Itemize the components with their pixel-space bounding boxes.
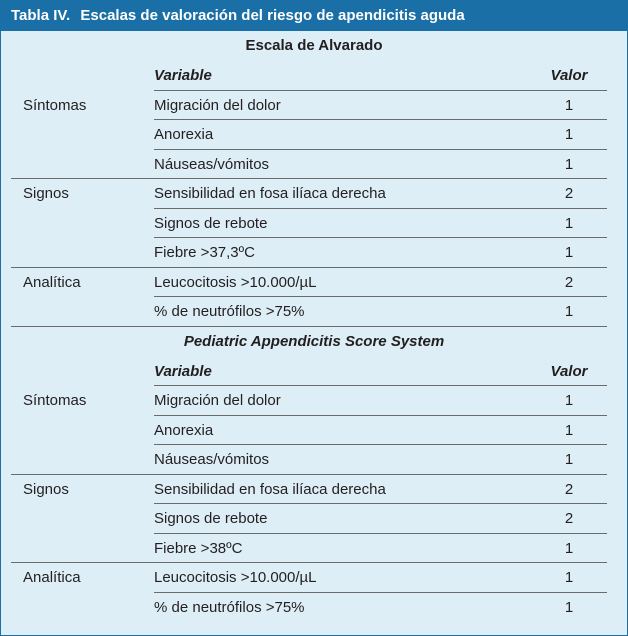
row-valor: 2 [564, 185, 574, 202]
row-valor: 1 [564, 303, 574, 320]
column-header-valor: Valor [550, 67, 588, 84]
table-row [1, 150, 627, 180]
column-header-variable: Variable [154, 362, 212, 380]
table-row [1, 593, 627, 623]
row-variable: Náuseas/vómitos [154, 155, 270, 173]
table-row [1, 91, 627, 121]
table-row [1, 416, 627, 446]
table-row [1, 268, 627, 298]
row-category: Síntomas [23, 392, 87, 409]
row-variable: Náuseas/vómitos [154, 451, 270, 468]
column-header-valor: Valor [550, 362, 588, 380]
row-valor: 1 [564, 451, 574, 468]
table-row [1, 386, 627, 416]
row-valor: 1 [564, 96, 574, 114]
table-row [1, 179, 627, 209]
table-number: Tabla IV. [11, 7, 71, 24]
column-header-row [1, 357, 627, 387]
row-variable: Leucocitosis >10.000/µL [154, 273, 317, 291]
row-valor: 1 [564, 126, 574, 143]
row-category: Analítica [23, 273, 81, 291]
row-valor: 2 [564, 480, 574, 498]
column-header-row [1, 61, 627, 91]
row-category: Signos [23, 480, 69, 498]
row-variable: % de neutrófilos >75% [154, 598, 305, 616]
row-variable: Anorexia [154, 126, 214, 143]
row-valor: 1 [564, 569, 574, 586]
row-valor: 1 [564, 539, 574, 557]
table-row [1, 504, 627, 534]
row-valor: 1 [564, 155, 574, 173]
table-row [1, 238, 627, 268]
table-row [1, 209, 627, 239]
table-header [1, 0, 627, 31]
row-variable: Migración del dolor [154, 96, 281, 114]
row-variable: Migración del dolor [154, 392, 281, 409]
row-variable: Fiebre >37,3ºC [154, 244, 255, 261]
row-valor: 1 [564, 392, 574, 409]
section-title-alvarado: Escala de Alvarado [245, 37, 383, 54]
row-variable: Leucocitosis >10.000/µL [154, 569, 317, 586]
table-row [1, 534, 627, 564]
column-header-variable: Variable [154, 67, 212, 84]
row-valor: 2 [564, 273, 574, 291]
row-category: Analítica [23, 569, 81, 586]
table-title: Escalas de valoración del riesgo de apendicitis aguda [80, 7, 465, 24]
row-valor: 1 [564, 598, 574, 616]
row-valor: 2 [564, 510, 574, 527]
row-variable: Fiebre >38ºC [154, 539, 243, 557]
row-category: Síntomas [23, 96, 87, 114]
row-valor: 1 [564, 244, 574, 261]
row-variable: Signos de rebote [154, 510, 268, 527]
row-variable: Sensibilidad en fosa ilíaca derecha [154, 185, 386, 202]
table-row [1, 563, 627, 593]
row-valor: 1 [564, 214, 574, 232]
row-variable: Anorexia [154, 421, 214, 439]
section-title-pas: Pediatric Appendicitis Score System [183, 332, 445, 350]
row-category: Signos [23, 185, 69, 202]
table-row [1, 475, 627, 505]
row-valor: 1 [564, 421, 574, 439]
row-variable: % de neutrófilos >75% [154, 303, 305, 320]
section-divider [11, 326, 607, 327]
row-variable: Sensibilidad en fosa ilíaca derecha [154, 480, 386, 498]
table-row [1, 445, 627, 475]
table-row [1, 297, 627, 327]
row-variable: Signos de rebote [154, 214, 268, 232]
table-row [1, 120, 627, 150]
